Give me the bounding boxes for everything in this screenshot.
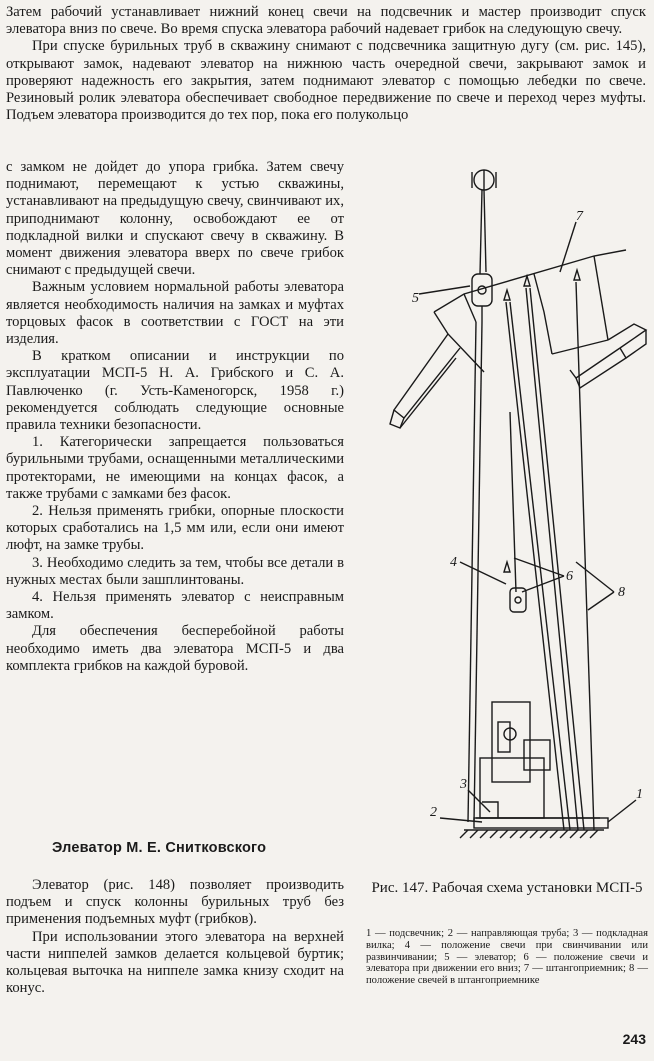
msp5-diagram [364, 162, 650, 862]
label-1: 1 [636, 787, 643, 802]
paragraph: с замком не дойдет до упора грибка. Затем свечу поднимают, перемещают к устью скважины, устанавливают на предыдущую свечу, свинчивают их, приподнимают колонну, освобождают ее от подкладной вилки и спускают свечу в скважину. В момент движения элеватора вверх по свече грибок снимают с предыдущей свечи. [6, 159, 344, 279]
figure-caption: Рис. 147. Рабочая схема установки МСП-5 [371, 880, 643, 896]
list-item: 2. Нельзя применять грибки, опорные плоскости которых сработались на 1,5 мм или, если они имеют люфт, на замке трубы. [6, 503, 344, 554]
label-8: 8 [618, 585, 625, 600]
paragraph: При спуске бурильных труб в скважину снимают с подсвечника защитную дугу (см. рис. 145), открывают замок, надевают элеватор на нижнюю часть очередной свечи, закрывают замок и проверяют надежность его закрытия, затем поднимают элеватор с помощью лебедки по свече. Резиновый ролик элеватора обеспечивает свободное передвижение по свече и переход через муфты. Подъем элеватора производится до тех пор, пока его полукольцо [6, 38, 646, 124]
list-item: 4. Нельзя применять элеватор с неисправным замком. [6, 589, 344, 623]
left-column-text [6, 159, 344, 675]
paragraph: В кратком описании и инструкции по эксплуатации МСП-5 Н. А. Грибского и С. А. Павлюченко (г. Усть-Каменогорск, 1958 г.) рекомендуется соблюдать следующие основные правила техники безопасности. [6, 348, 344, 434]
figure-drawing [364, 162, 650, 862]
label-7: 7 [576, 209, 583, 224]
page-number: 243 [622, 1031, 646, 1047]
list-item: 1. Категорически запрещается пользоваться бурильными трубами, оснащенными металлическими протекторами, не имеющими на концах фасок, а также трубами с замками без фасок. [6, 434, 344, 502]
paragraph: Важным условием нормальной работы элеватора является необходимость наличия на замках и муфтах торцовых фасок в соответствии с ГОСТ на эти изделия. [6, 279, 344, 348]
label-2: 2 [430, 805, 437, 820]
label-6: 6 [566, 569, 573, 584]
label-3: 3 [460, 777, 467, 792]
top-text-block [6, 4, 646, 124]
paragraph: Затем рабочий устанавливает нижний конец свечи на подсвечник и мастер производит спуск элеватора вниз по свече. Во время спуска элеватора рабочий надевает грибок на следующую свечу. [6, 4, 646, 38]
label-5: 5 [412, 291, 419, 306]
paragraph: Элеватор (рис. 148) позволяет производить подъем и спуск колонны бурильных труб без применения подъемных муфт (грибков). [6, 877, 344, 928]
section-heading: Элеватор М. Е. Снитковского [52, 840, 267, 856]
label-4: 4 [450, 555, 457, 570]
bottom-left-text [6, 877, 344, 997]
list-item: 3. Необходимо следить за тем, чтобы все детали в нужных местах были зашплинтованы. [6, 554, 344, 588]
paragraph: При использовании этого элеватора на верхней части ниппелей замков делается кольцевой буртик; кольцевая выточка на ниппеле замка книзу сходит на конус. [6, 928, 344, 997]
figure-legend: 1 — подсвечник; 2 — направляющая труба; 3 — подкладная вилка; 4 — положение свечи при свинчивании или развинчивании; 5 — элеватор; 6 — положение свечи и элеватора при движении его вниз; 7 — штангоприемник; 8 — положение свечей в штангоприемнике [366, 928, 648, 987]
paragraph: Для обеспечения бесперебойной работы необходимо иметь два элеватора МСП-5 и два комплекта грибков на каждой буровой. [6, 623, 344, 674]
